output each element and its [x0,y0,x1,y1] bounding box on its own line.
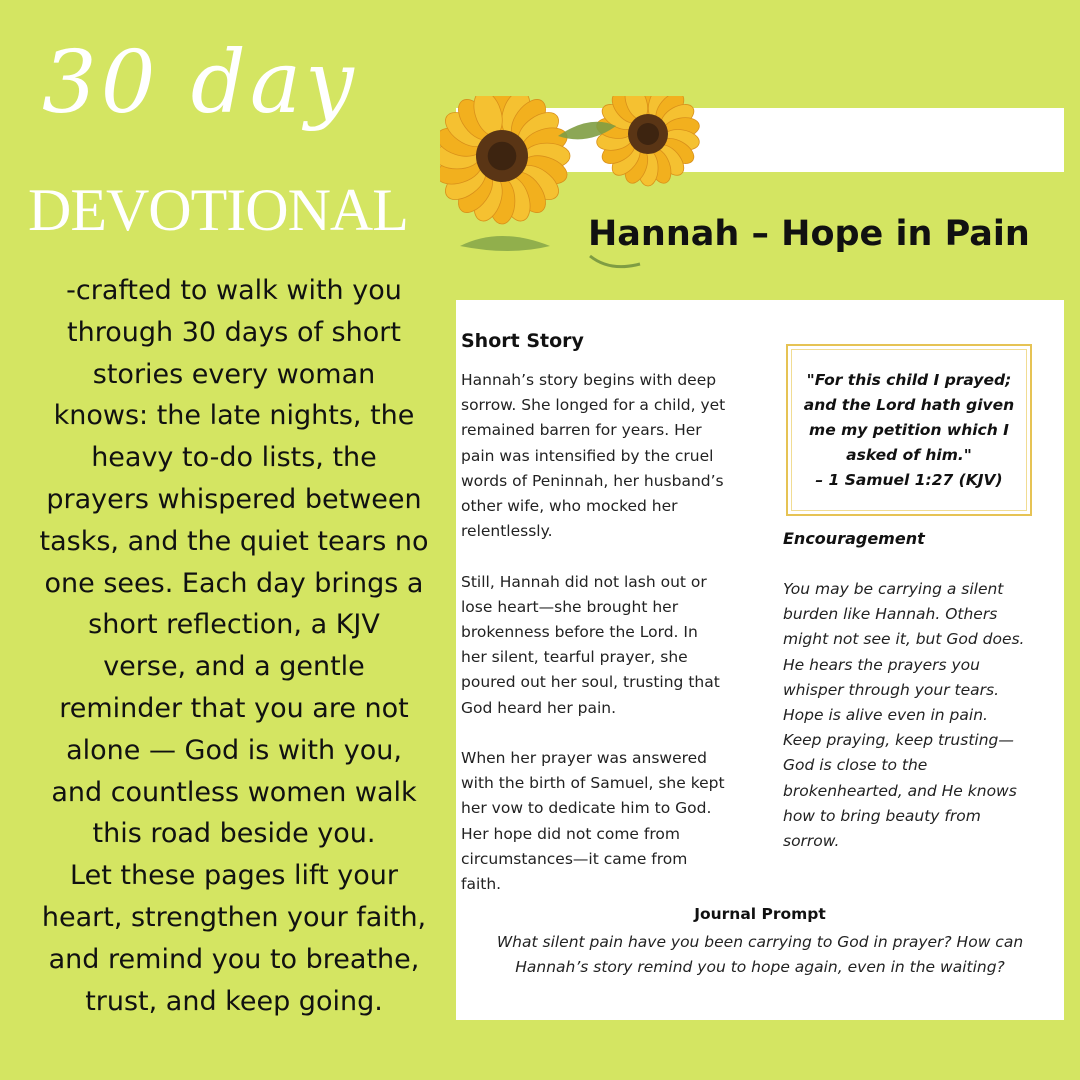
text-line: What silent pain have you been carrying to God in prayer? How can [496,933,1024,951]
text-line: poured out her soul, trusting that [461,673,720,692]
short-story-text [461,368,771,922]
text-line: knows: the late nights, the [53,400,415,432]
text-line: Let these pages lift your [70,860,398,892]
text-line: other wife, who mocked her [461,497,678,516]
text-line: reminder that you are not [59,692,409,724]
text-line: When her prayer was answered [461,749,708,768]
text-line: relentlessly. [461,522,553,541]
verse-text [804,368,1014,493]
text-line: tasks, and the quiet tears no [39,525,429,557]
title-script: 30 day [42,33,358,133]
text-line: – 1 Samuel 1:27 (KJV) [815,470,1003,489]
text-line: God heard her pain. [461,698,617,717]
text-line: heart, strengthen your faith, [41,901,427,933]
story-paragraph [461,368,771,544]
text-line: "For this child I prayed; [806,370,1012,389]
text-line: Hope is alive even in pain. [783,706,988,725]
text-line: heavy to-do lists, the [91,442,377,474]
devotional-card [456,300,1064,1020]
text-line: Still, Hannah did not lash out or [461,572,707,591]
text-line: and remind you to breathe, [48,943,420,975]
text-line: asked of him." [846,445,972,464]
text-line: words of Peninnah, her husband’s [461,471,724,490]
text-line: how to bring beauty from [783,806,981,825]
text-line: her silent, tearful prayer, she [461,648,688,667]
story-paragraph [461,570,771,721]
journal-prompt-text [456,930,1064,980]
flower-center-inner [637,123,659,145]
verse-box [786,344,1032,516]
text-line: whisper through your tears. [783,680,999,699]
text-line: faith. [461,875,502,894]
text-line: this road beside you. [92,818,376,850]
text-line: God is close to the [783,756,928,775]
text-line: one sees. Each day brings a [44,567,424,599]
title-devotional: DEVOTIONAL [28,177,408,243]
sunflower-icon [440,96,770,286]
text-line: pain was intensified by the cruel [461,446,714,465]
text-line: burden like Hannah. Others [783,605,998,624]
text-line: Hannah’s story begins with deep [461,371,717,389]
short-story-heading: Short Story [461,330,584,352]
story-paragraph [461,746,771,897]
text-line: You may be carrying a silent [783,580,1004,598]
text-line: -crafted to walk with you [66,275,402,306]
text-line: verse, and a gentle [103,651,365,683]
flower-center-inner [488,142,517,171]
text-line: me my petition which I [809,420,1009,439]
text-line: Keep praying, keep trusting— [783,731,1014,750]
text-line: stories every woman [92,358,376,390]
text-line: lose heart—she brought her [461,597,679,616]
text-line: might not see it, but God does. [783,630,1025,649]
text-line: trust, and keep going. [85,985,383,1017]
journal-prompt-heading: Journal Prompt [694,905,826,923]
intro-text [14,270,454,1022]
text-line: sorrow. [783,832,840,851]
text-line: prayers whispered between [46,483,422,515]
text-line: He hears the prayers you [783,655,980,674]
text-line: Her hope did not come from [461,824,680,843]
text-line: alone — God is with you, [66,734,402,766]
text-line: Hannah’s story remind you to hope again, even in the waiting? [515,958,1005,976]
text-line: through 30 days of short [67,316,401,348]
text-line: circumstances—it came from [461,849,688,868]
text-line: her vow to dedicate him to God. [461,799,712,818]
page-title: Hannah – Hope in Pain [588,214,1030,254]
text-line: and countless women walk [51,776,417,808]
text-line: with the birth of Samuel, she kept [461,774,725,793]
text-line: brokenness before the Lord. In [461,623,698,642]
text-line: remained barren for years. Her [461,421,702,440]
encouragement-text [783,577,1063,854]
text-line: brokenhearted, and He knows [783,781,1017,800]
encouragement-heading: Encouragement [783,529,925,548]
text-line: and the Lord hath given [803,395,1015,414]
text-line: short reflection, a KJV [88,609,380,641]
text-line: sorrow. She longed for a child, yet [461,396,726,415]
